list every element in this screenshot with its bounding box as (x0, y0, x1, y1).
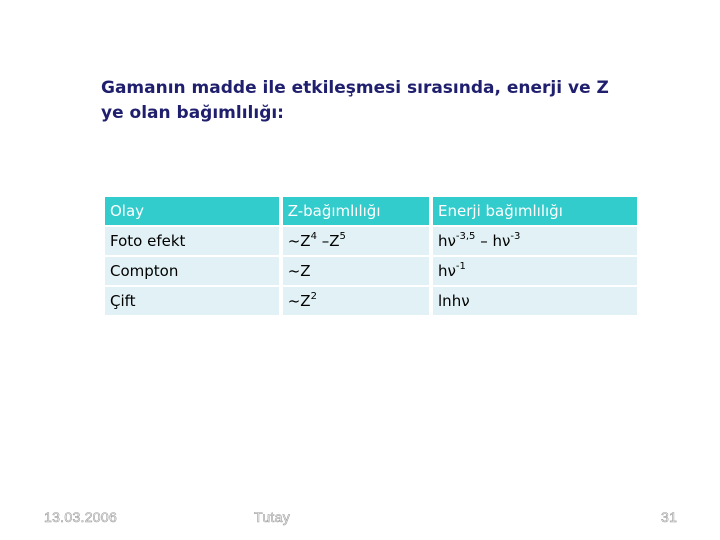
footer-page-number: 31 (661, 509, 678, 525)
footer-date: 13.03.2006 (44, 509, 118, 525)
table-row (105, 287, 637, 315)
header-olay: Olay (105, 197, 279, 225)
cell-z-dependence: $\sim Z^4$ $-Z^5$ (279, 227, 429, 255)
title-line-2: ye olan bağımlılığı: (101, 103, 284, 123)
cell-z-dependence: $\sim Z^2$ (279, 287, 429, 315)
cell-energy-dependence: $h\nu^{-3,5} - h\nu^{-3}$ (429, 227, 637, 255)
cell-z-dependence: ~Z (279, 257, 429, 285)
slide-title (101, 76, 661, 126)
cell-olay: Foto efekt (105, 227, 279, 255)
title-line-1: Gamanın madde ile etkileşmesi sırasında, enerji ve Z (101, 78, 609, 98)
table-row (105, 227, 637, 255)
cell-energy-dependence: lnhν (429, 287, 637, 315)
header-z-dependence: Z-bağımlılığı (279, 197, 429, 225)
cell-energy-dependence: $h\nu^{-1}$ (429, 257, 637, 285)
dependency-table (105, 195, 637, 317)
cell-olay: Compton (105, 257, 279, 285)
header-energy-dependence: Enerji bağımlılığı (429, 197, 637, 225)
table-header-row (105, 197, 637, 225)
footer-author: Tutay (254, 509, 290, 525)
table-row (105, 257, 637, 285)
cell-olay: Çift (105, 287, 279, 315)
